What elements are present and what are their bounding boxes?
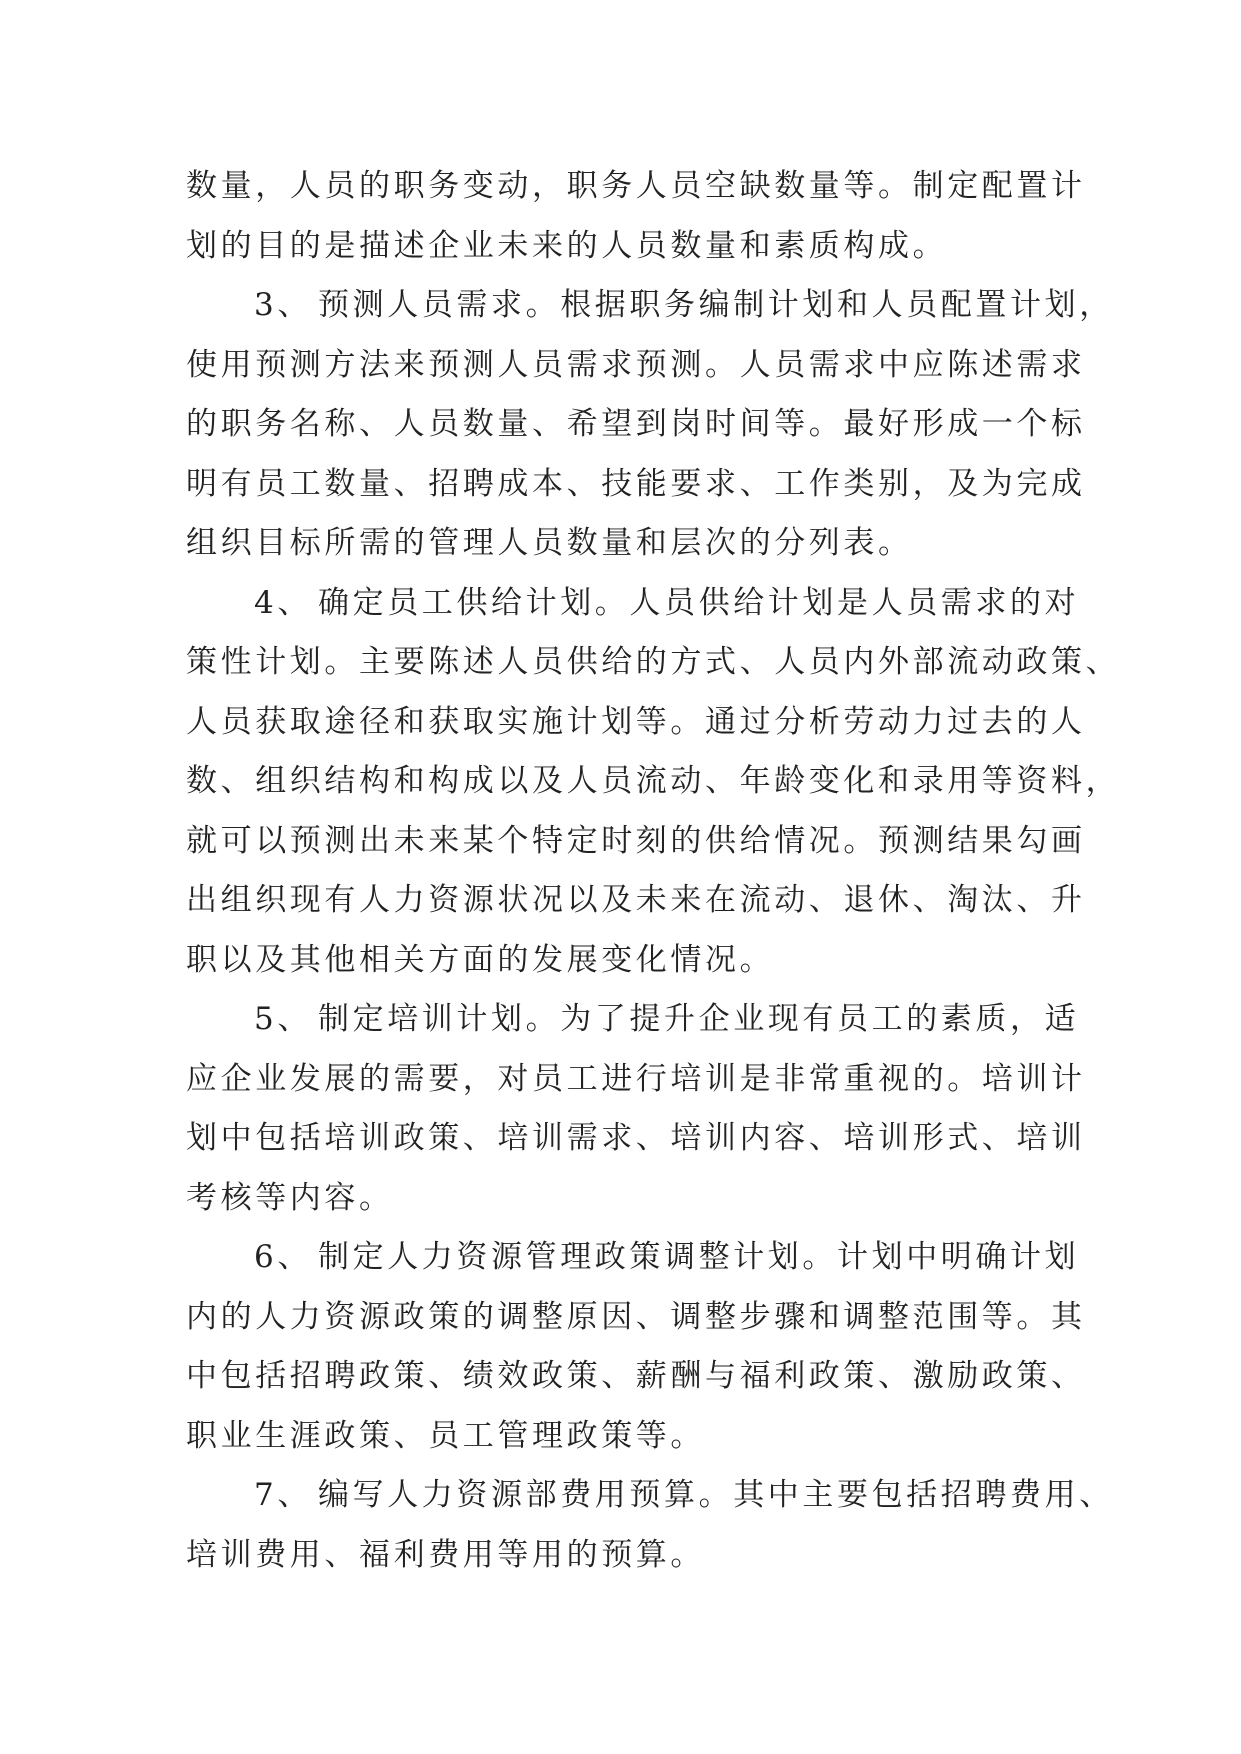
text-line: 策性计划。主要陈述人员供给的方式、人员内外部流动政策、 [186, 644, 1121, 680]
item-number: 3、 [254, 287, 312, 323]
text-line: 数、组织结构和构成以及人员流动、年龄变化和录用等资料， [186, 763, 1121, 799]
text-line: 培训费用、福利费用等用的预算。 [186, 1537, 705, 1573]
text-line: 考核等内容。 [186, 1180, 394, 1216]
text-line: 的职务名称、人员数量、希望到岗时间等。最好形成一个标 [186, 406, 1086, 442]
text-line: 应企业发展的需要，对员工进行培训是非常重视的。培训计 [186, 1061, 1086, 1097]
item-number: 7、 [254, 1477, 312, 1513]
text-line: 使用预测方法来预测人员需求预测。人员需求中应陈述需求 [186, 347, 1086, 383]
text-line: 划中包括培训政策、培训需求、培训内容、培训形式、培训 [186, 1120, 1086, 1156]
text-line: 中包括招聘政策、绩效政策、薪酬与福利政策、激励政策、 [186, 1358, 1086, 1394]
text-line: 就可以预测出未来某个特定时刻的供给情况。预测结果勾画 [186, 823, 1086, 859]
item-7-first-line: 7、 编写人力资源部费用预算。其中主要包括招聘费用、 [254, 1477, 1114, 1513]
item-3-first-line: 3、 预测人员需求。根据职务编制计划和人员配置计划， [254, 287, 1114, 323]
item-6-first-line: 6、 制定人力资源管理政策调整计划。计划中明确计划 [254, 1239, 1080, 1275]
text-line: 人员获取途径和获取实施计划等。通过分析劳动力过去的人 [186, 704, 1086, 740]
item-number: 6、 [254, 1239, 312, 1275]
text-line: 划的目的是描述企业未来的人员数量和素质构成。 [186, 228, 948, 264]
text-line: 职业生涯政策、员工管理政策等。 [186, 1418, 705, 1454]
item-4-first-line: 4、 确定员工供给计划。人员供给计划是人员需求的对 [254, 585, 1080, 621]
text-line: 明有员工数量、招聘成本、技能要求、工作类别，及为完成 [186, 466, 1086, 502]
text-line: 职以及其他相关方面的发展变化情况。 [186, 942, 775, 978]
item-number: 4、 [254, 585, 312, 621]
text-line: 组织目标所需的管理人员数量和层次的分列表。 [186, 525, 913, 561]
text-line: 内的人力资源政策的调整原因、调整步骤和调整范围等。其 [186, 1299, 1086, 1335]
item-5-first-line: 5、 制定培训计划。为了提升企业现有员工的素质，适 [254, 1001, 1080, 1037]
text-line: 出组织现有人力资源状况以及未来在流动、退休、淘汰、升 [186, 882, 1086, 918]
text-line: 数量，人员的职务变动，职务人员空缺数量等。制定配置计 [186, 168, 1086, 204]
item-number: 5、 [254, 1001, 312, 1037]
